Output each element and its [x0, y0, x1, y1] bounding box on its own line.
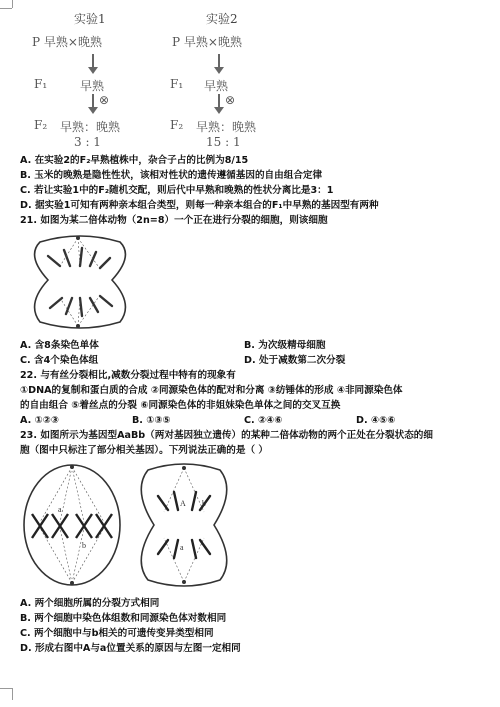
exp2-f2-label: F₂	[170, 118, 184, 132]
q20-option-a: A. 在实验2的F₂早熟植株中，杂合子占的比例为8/15	[20, 155, 249, 166]
gene-label-b2: b	[202, 499, 206, 508]
q23-stem-line1: 23. 如图所示为基因型AaBb（两对基因独立遗传）的某种二倍体动物的两个正处在分裂状态的细	[20, 430, 433, 441]
q20-option-d: D. 据实验1可知有两种亲本组合类型，则每一种亲本组合的F₁中早熟的基因型有两种	[20, 200, 379, 211]
q23-option-a: A. 两个细胞所属的分裂方式相同	[20, 598, 160, 609]
exp2-ratio: 15 : 1	[206, 135, 241, 149]
gene-label-b: b	[82, 541, 86, 550]
gene-label-A: A	[180, 499, 186, 508]
q22-line1: ①DNA的复制和蛋白质的合成 ②同源染色体的配对和分离 ③纺锤体的形成 ④非同源染色体	[20, 385, 403, 396]
q21-option-d: D. 处于减数第二次分裂	[244, 355, 346, 366]
q22-line2: 的自由组合 ⑤着丝点的分裂 ⑥同源染色体的非姐妹染色单体之间的交叉互换	[20, 400, 341, 411]
q20-option-b: B. 玉米的晚熟是隐性性状，该相对性状的遗传遵循基因的自由组合定律	[20, 170, 323, 181]
exp2-parents: P 早熟×晚熟	[172, 35, 242, 49]
q23-option-b: B. 两个细胞中染色体组数和同源染色体对数相同	[20, 613, 227, 624]
self-cross-icon: ⊗	[225, 93, 236, 107]
gene-label-a2: a	[180, 543, 184, 552]
exp1-parents: P 早熟×晚熟	[32, 35, 102, 49]
exp1-f2: 早熟：晚熟	[60, 120, 121, 134]
exp2-arrow-p-f1	[218, 54, 220, 68]
q21-option-b: B. 为次级精母细胞	[244, 340, 326, 351]
exp2-f2: 早熟：晚熟	[196, 120, 257, 134]
q23-option-c: C. 两个细胞中与b相关的可遗传变异类型相同	[20, 628, 214, 639]
margin-mark-top-v	[12, 0, 13, 8]
q22-option-d: D. ④⑤⑥	[356, 415, 396, 426]
q22-option-c: C. ②④⑥	[244, 415, 283, 426]
margin-mark-bottom-v	[12, 688, 13, 700]
q21-option-c: C. 含4个染色体组	[20, 355, 99, 366]
gene-label-a: a	[58, 505, 62, 514]
q22-option-b: B. ①③⑤	[132, 415, 171, 426]
exp1-arrow-f1-f2	[92, 94, 94, 108]
q23-option-d: D. 形成右图中A与a位置关系的原因与左图一定相同	[20, 643, 241, 654]
exp1-arrow-p-f1	[92, 54, 94, 68]
q21-option-a: A. 含8条染色单体	[20, 340, 99, 351]
self-cross-icon: ⊗	[99, 93, 110, 107]
q23-right-cell-figure	[130, 462, 238, 588]
margin-mark-top	[0, 8, 12, 9]
q21-stem: 21. 如图为某二倍体动物（2n=8）一个正在进行分裂的细胞，则该细胞	[20, 215, 328, 226]
exp1-f1-label: F₁	[34, 77, 48, 91]
q20-option-c: C. 若让实验1中的F₂随机交配，则后代中早熟和晚熟的性状分离比是3：1	[20, 185, 334, 196]
exp2-arrow-f1-f2	[218, 94, 220, 108]
exp2-title: 实验2	[206, 12, 238, 26]
exp1-title: 实验1	[74, 12, 106, 26]
exp1-ratio: 3 : 1	[74, 135, 101, 149]
q23-stem-line2: 胞（图中只标注了部分相关基因）。下列说法正确的是（ ）	[20, 445, 268, 456]
exp1-f1: 早熟	[80, 79, 105, 93]
q21-cell-figure	[20, 232, 140, 332]
exp2-f1: 早熟	[204, 79, 229, 93]
q22-option-a: A. ①②③	[20, 415, 59, 426]
q22-stem: 22. 与有丝分裂相比,减数分裂过程中特有的现象有	[20, 370, 236, 381]
exp1-f2-label: F₂	[34, 118, 48, 132]
exp2-f1-label: F₁	[170, 77, 184, 91]
margin-mark-bottom	[0, 688, 12, 689]
q23-left-cell-figure	[20, 462, 124, 588]
